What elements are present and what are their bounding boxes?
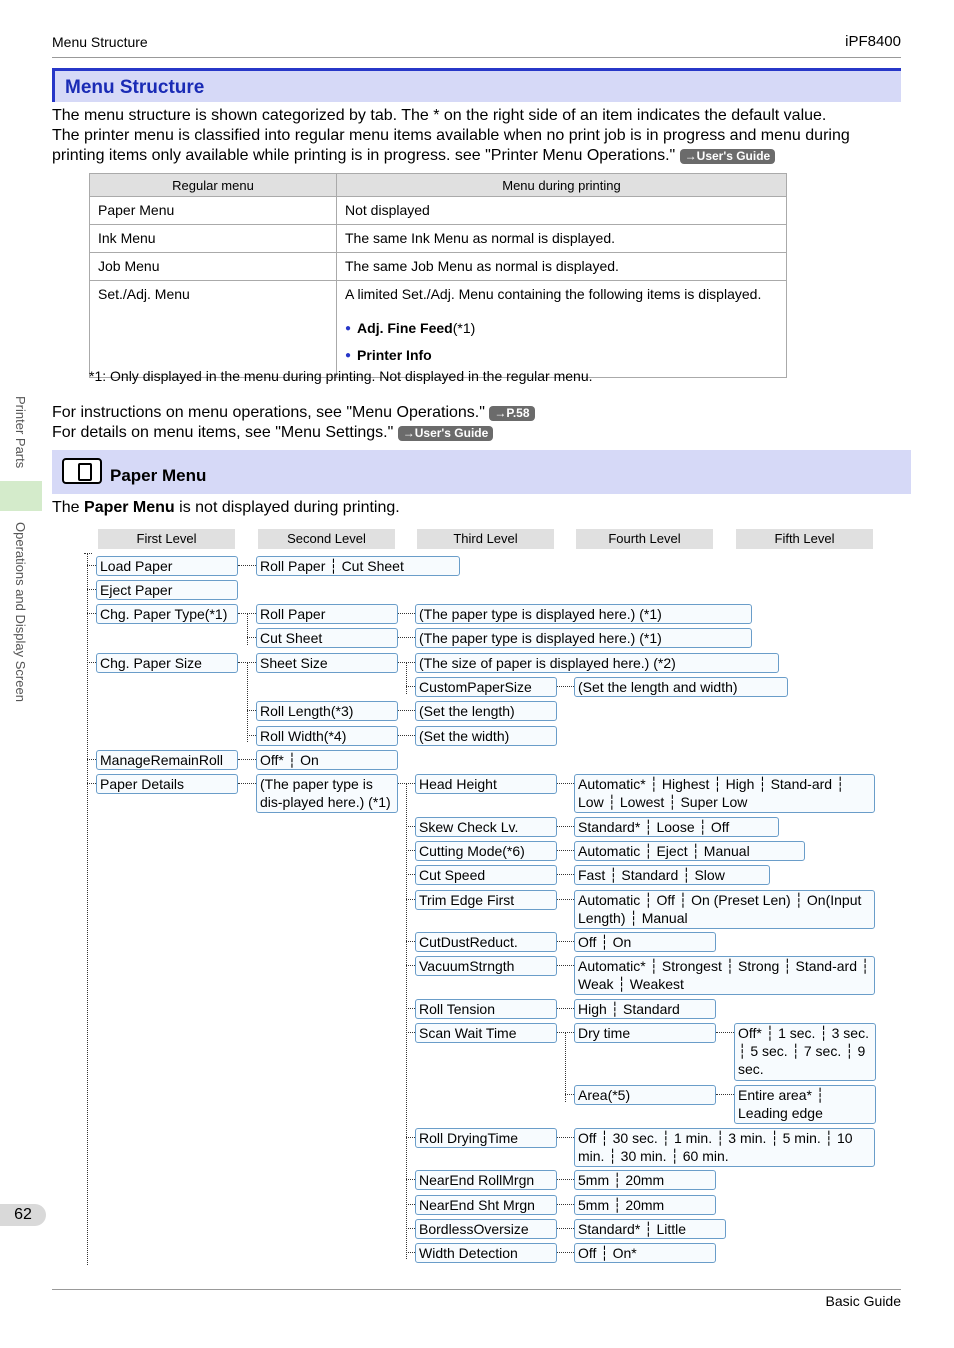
footer-text: Basic Guide — [825, 1293, 901, 1309]
tree-node: Off ┆ 30 sec. ┆ 1 min. ┆ 3 min. ┆ 5 min. ┆ 10 min. ┆ 30 min. ┆ 60 min. — [574, 1128, 875, 1167]
tree-line — [557, 686, 574, 687]
table-cell-text: A limited Set./Adj. Menu containing the following items is displayed. — [345, 286, 762, 302]
tree-node: Off* ┆ 1 sec. ┆ 3 sec. ┆ 5 sec. ┆ 7 sec. ┆ 9 sec. — [734, 1023, 876, 1081]
tree-node: Dry time — [574, 1023, 716, 1043]
tree-node: (The paper type is displayed here.) (*1) — [415, 604, 752, 624]
tree-node: Off ┆ On — [574, 932, 716, 952]
tree-node: Automatic* ┆ Highest ┆ High ┆ Stand-ard ┆ Low ┆ Lowest ┆ Super Low — [574, 774, 875, 813]
tree-node: CustomPaperSize — [415, 677, 557, 697]
tree-node: (Set the length and width) — [574, 677, 788, 697]
tree-node: Paper Details — [96, 774, 238, 794]
table-cell — [337, 281, 787, 378]
bullet-bold: Printer Info — [357, 347, 432, 363]
tree-line — [398, 662, 415, 663]
tree-line — [238, 783, 256, 784]
tree-node: Roll Paper — [256, 604, 398, 624]
intro-line-3 — [52, 146, 775, 166]
table-row — [90, 281, 787, 378]
bullet-rest: (*1) — [452, 320, 476, 336]
tree-node: Sheet Size — [256, 653, 398, 673]
table-cell: Job Menu — [90, 253, 337, 281]
table-header: Regular menu — [90, 174, 337, 197]
page-number: 62 — [0, 1204, 46, 1226]
tree-node: Width Detection — [415, 1243, 557, 1263]
tree-line — [406, 1252, 415, 1253]
tree-line — [406, 965, 415, 966]
sidebar-active-marker — [0, 481, 42, 511]
tree-node: Area(*5) — [574, 1085, 716, 1105]
header-divider — [52, 57, 901, 58]
tree-line — [406, 1137, 415, 1138]
tree-line — [565, 1032, 566, 1102]
tree-line — [247, 613, 248, 645]
tree-node: Head Height — [415, 774, 557, 794]
tree-line — [87, 565, 96, 566]
table-row — [90, 253, 787, 281]
level-header: Fourth Level — [576, 529, 713, 549]
tree-line — [557, 1032, 574, 1033]
tree-line — [238, 662, 256, 663]
instruction-line-2 — [52, 423, 493, 443]
tree-line — [398, 637, 415, 638]
tree-node: (The paper type is dis-played here.) (*1) — [256, 774, 398, 813]
tree-node: 5mm ┆ 20mm — [574, 1195, 716, 1215]
tree-line — [406, 1179, 415, 1180]
subsection-title: Paper Menu — [110, 466, 207, 485]
tree-line — [557, 1179, 574, 1180]
tree-line — [406, 899, 415, 900]
tree-node: Cut Sheet — [256, 628, 398, 648]
tree-node: Off* ┆ On — [256, 750, 398, 770]
tree-line — [565, 1094, 574, 1095]
table-row — [90, 197, 787, 225]
table-row — [90, 225, 787, 253]
tree-line — [406, 1204, 415, 1205]
tree-line — [406, 1228, 415, 1229]
tree-node: Roll Tension — [415, 999, 557, 1019]
tree-node: Automatic ┆ Eject ┆ Manual — [574, 841, 805, 861]
tree-node: Cut Speed — [415, 865, 557, 885]
users-guide-link[interactable]: →User's Guide — [680, 149, 776, 164]
table-cell: Ink Menu — [90, 225, 337, 253]
running-header-left: Menu Structure — [52, 34, 148, 50]
tree-line — [716, 1032, 734, 1033]
tree-line — [557, 941, 574, 942]
tree-node: Eject Paper — [96, 580, 238, 600]
tree-line — [247, 637, 256, 638]
intro-line-2: The printer menu is classified into regular menu items available when no print job is in progress and menu during — [52, 127, 850, 144]
tree-node: Load Paper — [96, 556, 238, 576]
tree-node: BordlessOversize — [415, 1219, 557, 1239]
tree-line — [557, 826, 574, 827]
table-cell: Set./Adj. Menu — [90, 281, 337, 378]
tree-node: Chg. Paper Type(*1) — [96, 604, 238, 624]
tree-line — [238, 565, 256, 566]
tree-node: NearEnd Sht Mrgn — [415, 1195, 557, 1215]
tree-line — [238, 613, 256, 614]
tree-node: Skew Check Lv. — [415, 817, 557, 837]
tree-line — [87, 662, 96, 663]
tree-node: Roll Length(*3) — [256, 701, 398, 721]
bullet-list — [345, 316, 778, 370]
tree-line — [247, 710, 256, 711]
instruction-line-1 — [52, 403, 535, 423]
tree-node: (Set the length) — [415, 701, 557, 721]
tree-node: Trim Edge First — [415, 890, 557, 910]
section-title: Menu Structure — [65, 77, 205, 98]
tree-line — [84, 553, 92, 554]
page-ref-link[interactable]: →P.58 — [489, 406, 534, 421]
tree-line — [238, 759, 256, 760]
tree-node: CutDustReduct. — [415, 932, 557, 952]
tree-line — [87, 759, 96, 760]
tree-node: Automatic ┆ Off ┆ On (Preset Len) ┆ On(Input Length) ┆ Manual — [574, 890, 875, 929]
tree-node: Cutting Mode(*6) — [415, 841, 557, 861]
tree-node: Standard* ┆ Little — [574, 1219, 726, 1239]
tree-line — [557, 874, 574, 875]
table-cell: Not displayed — [337, 197, 787, 225]
tree-node: VacuumStrngth — [415, 956, 557, 976]
tree-line — [406, 941, 415, 942]
table-footnote: *1: Only displayed in the menu during printing. Not displayed in the regular menu. — [89, 368, 593, 384]
tree-line — [247, 735, 256, 736]
tree-line — [398, 783, 415, 784]
tree-line — [557, 965, 574, 966]
table-cell: The same Job Menu as normal is displayed. — [337, 253, 787, 281]
tree-node: ManageRemainRoll — [96, 750, 238, 770]
list-item — [345, 343, 778, 370]
tree-node: Roll Width(*4) — [256, 726, 398, 746]
tree-line — [406, 1008, 415, 1009]
tree-node: Scan Wait Time — [415, 1023, 557, 1043]
bullet-bold: Adj. Fine Feed — [357, 320, 453, 336]
tree-line — [557, 899, 574, 900]
sidebar-tab-operations[interactable]: Operations and Display Screen — [13, 522, 28, 702]
paper-menu-icon — [62, 458, 102, 484]
tree-line — [406, 826, 415, 827]
tree-line — [87, 553, 88, 1265]
tree-node: Standard* ┆ Loose ┆ Off — [574, 817, 779, 837]
tree-line — [406, 783, 407, 1259]
subsection-title-bar — [52, 450, 911, 494]
tree-line — [247, 662, 248, 742]
tree-node: Automatic* ┆ Strongest ┆ Strong ┆ Stand-ard ┆ Weak ┆ Weakest — [574, 956, 875, 995]
tree-line — [406, 1032, 415, 1033]
tree-node: (The paper type is displayed here.) (*1) — [415, 628, 752, 648]
tree-line — [398, 710, 415, 711]
tree-node: NearEnd RollMrgn — [415, 1170, 557, 1190]
table-header: Menu during printing — [337, 174, 787, 197]
tree-line — [398, 613, 415, 614]
tree-line — [406, 686, 415, 687]
intro-line-3-text: printing items only available while printing is in progress. see "Printer Menu Operations." — [52, 147, 680, 164]
tree-line — [398, 735, 415, 736]
table-cell: Paper Menu — [90, 197, 337, 225]
tree-line — [557, 1137, 574, 1138]
instruction-text: For details on menu items, see "Menu Settings." — [52, 424, 398, 441]
tree-line — [716, 1094, 734, 1095]
subsection-intro — [52, 498, 400, 518]
tree-node: Roll DryingTime — [415, 1128, 557, 1148]
tree-line — [557, 783, 574, 784]
tree-node: Entire area* ┆ Leading edge — [734, 1085, 876, 1124]
level-header: First Level — [98, 529, 235, 549]
tree-node: (Set the width) — [415, 726, 557, 746]
instruction-text: For instructions on menu operations, see "Menu Operations." — [52, 404, 490, 421]
tree-line — [87, 783, 96, 784]
sidebar-tab-printer-parts[interactable]: Printer Parts — [13, 396, 28, 469]
tree-line — [87, 589, 96, 590]
tree-line — [406, 874, 415, 875]
intro-pre: The — [52, 499, 85, 516]
tree-node: High ┆ Standard — [574, 999, 716, 1019]
tree-node: (The size of paper is displayed here.) (*2) — [415, 653, 779, 673]
tree-line — [406, 850, 415, 851]
menu-comparison-table — [89, 173, 787, 378]
users-guide-link[interactable]: →User's Guide — [398, 426, 494, 441]
list-item — [345, 316, 778, 343]
running-header-right: iPF8400 — [845, 33, 901, 50]
tree-node: Off ┆ On* — [574, 1243, 716, 1263]
tree-node: Roll Paper ┆ Cut Sheet — [256, 556, 460, 576]
tree-line — [87, 613, 96, 614]
tree-line — [557, 1204, 574, 1205]
level-header: Second Level — [258, 529, 395, 549]
tree-line — [557, 850, 574, 851]
tree-line — [557, 1252, 574, 1253]
intro-line-1: The menu structure is shown categorized by tab. The * on the right side of an item indicates the default value. — [52, 107, 827, 124]
section-title-bar — [52, 68, 901, 102]
level-header: Fifth Level — [736, 529, 873, 549]
level-header: Third Level — [417, 529, 554, 549]
intro-bold: Paper Menu — [84, 499, 175, 516]
footer-divider — [52, 1289, 901, 1290]
tree-node: Chg. Paper Size — [96, 653, 238, 673]
tree-line — [557, 1008, 574, 1009]
tree-line — [557, 1228, 574, 1229]
intro-post: is not displayed during printing. — [174, 499, 400, 516]
table-cell: The same Ink Menu as normal is displayed. — [337, 225, 787, 253]
tree-node: 5mm ┆ 20mm — [574, 1170, 716, 1190]
tree-node: Fast ┆ Standard ┆ Slow — [574, 865, 770, 885]
tree-line — [406, 662, 407, 694]
